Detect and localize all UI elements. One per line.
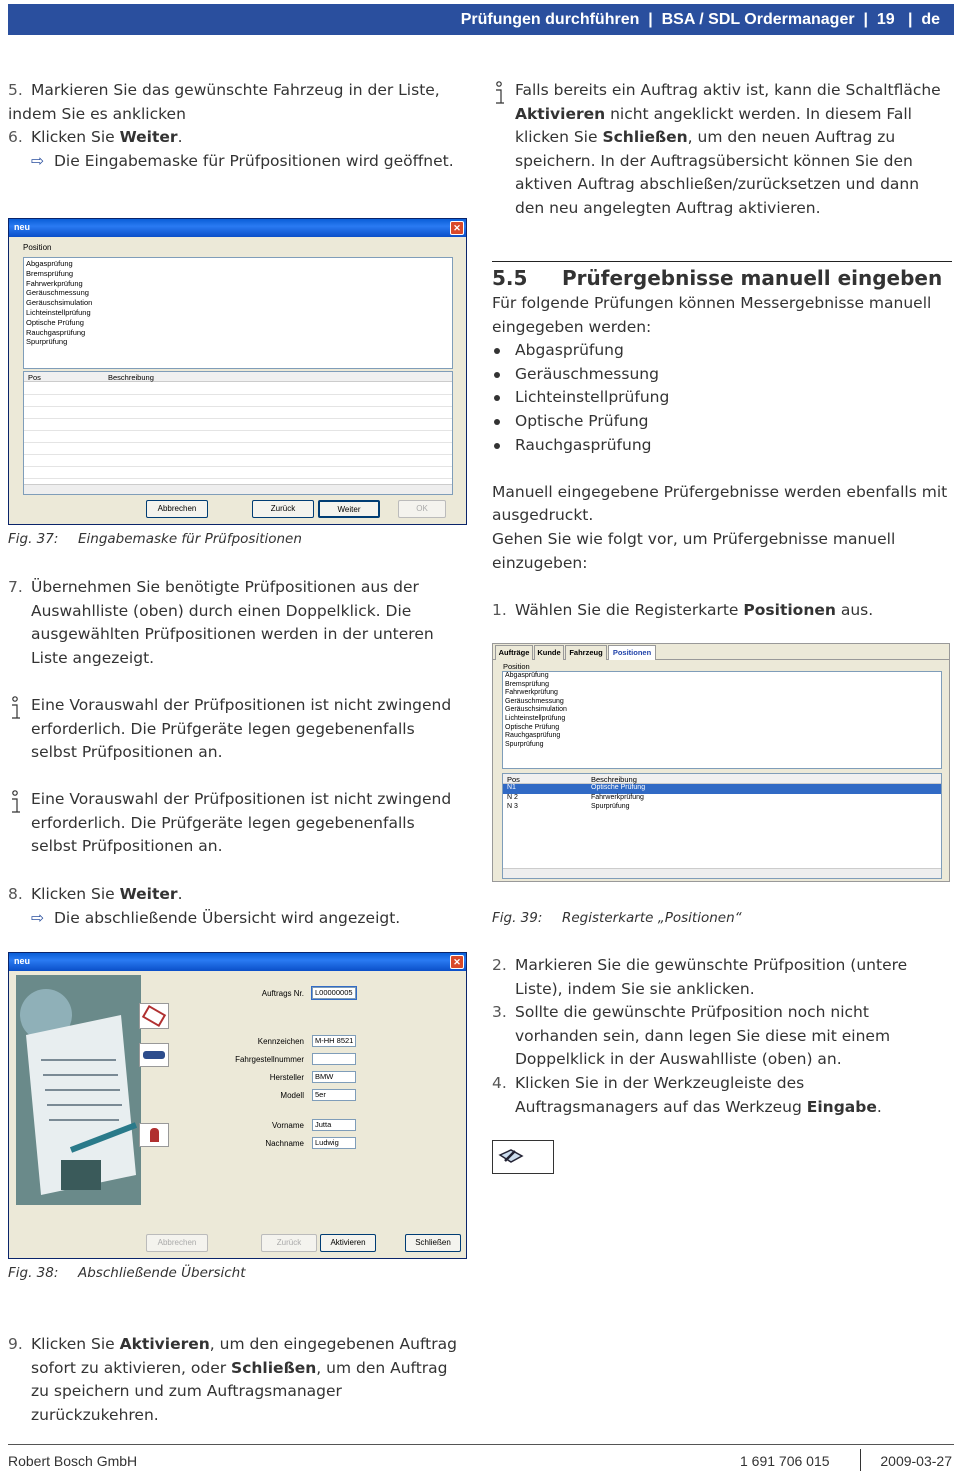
row-pos: N 3	[507, 803, 518, 810]
list-item[interactable]: Geräuschsimulation	[505, 706, 567, 714]
field-value[interactable]	[312, 1053, 356, 1065]
dialog-summary	[8, 952, 467, 1259]
list-item[interactable]: Geräuschmessung	[505, 697, 564, 705]
fig39-caption: Fig. 39: Registerkarte „Positionen“	[492, 910, 742, 926]
field-value[interactable]: L00000005	[312, 987, 356, 999]
dialog-title: neu	[9, 219, 466, 237]
close-icon[interactable]: ✕	[450, 955, 464, 969]
cancel-button[interactable]: Abbrechen	[146, 500, 208, 518]
row-desc: Fahrwerkprüfung	[591, 793, 644, 801]
list-item[interactable]: Optische Prüfung	[26, 317, 84, 327]
tab-2[interactable]: Fahrzeug	[565, 645, 607, 660]
row-desc: Optische Prüfung	[591, 784, 646, 791]
tab-0[interactable]: Aufträge	[495, 645, 533, 660]
fig38-caption: Fig. 38: Abschließende Übersicht	[8, 1265, 246, 1281]
field-value[interactable]: BMW	[312, 1071, 356, 1083]
col-desc: Beschreibung	[108, 373, 154, 382]
list-item[interactable]: Abgasprüfung	[505, 672, 549, 679]
list-item[interactable]: Lichteinstellprüfung	[26, 307, 91, 317]
section-body: Für folgende Prüfungen können Messergebnisse manuell eingegeben werden: Abgasprüfung Geräuschmessung Lichteinstellprüfung Optische Prüfung Rauchgasprüfung Manuell eingegebene Prüfergebnisse werden ebenfalls mit ausgedruckt. Gehen Sie wie folgt vor, um Prüfergebnisse manuell einzugeben: 1. Wählen Sie die Registerkarte Positionen aus.	[492, 292, 950, 622]
field-value[interactable]: Ludwig	[312, 1137, 356, 1149]
list-item[interactable]: Rauchgasprüfung	[26, 327, 86, 337]
info-icon	[492, 81, 508, 107]
tab-1[interactable]: Kunde	[534, 645, 564, 660]
list-item[interactable]: Fahrwerkprüfung	[505, 689, 558, 697]
list-item[interactable]: Lichteinstellprüfung	[505, 714, 566, 722]
selection-list[interactable]	[502, 671, 942, 769]
list-item: Lichteinstellprüfung	[492, 386, 950, 410]
list-item: Rauchgasprüfung	[492, 434, 950, 458]
group-label: Position	[23, 243, 52, 252]
col-pos: Pos	[507, 775, 520, 784]
tab-3[interactable]: Positionen	[608, 645, 656, 660]
input-tool-button[interactable]	[492, 1140, 554, 1174]
result-arrow-icon: ⇨	[31, 151, 44, 170]
activate-button[interactable]: Aktivieren	[320, 1234, 376, 1252]
vehicle-icon	[139, 1043, 169, 1067]
ok-button[interactable]: OK	[398, 500, 446, 518]
row-desc: Spurprüfung	[591, 803, 630, 810]
field-value[interactable]: M-HH 8521	[312, 1035, 356, 1047]
step-8: 8. Klicken Sie Weiter. ⇨ Die abschließende Übersicht wird angezeigt.	[8, 883, 468, 930]
list-item[interactable]: Optische Prüfung	[505, 723, 560, 731]
back-button[interactable]: Zurück	[261, 1234, 317, 1252]
step-5: 5. Markieren Sie das gewünschte Fahrzeug in der Liste, indem Sie es anklicken	[8, 81, 440, 123]
list-item: Optische Prüfung	[492, 410, 950, 434]
list-item[interactable]: Rauchgasprüfung	[505, 732, 561, 740]
close-button[interactable]: Schließen	[405, 1234, 461, 1252]
page-footer: Robert Bosch GmbH 1 691 706 015 2009-03-27	[8, 1444, 954, 1469]
dialog-positions	[8, 218, 467, 525]
list-item[interactable]: Geräuschmessung	[26, 288, 89, 298]
scrollbar[interactable]	[503, 868, 941, 878]
step-7: 7. Übernehmen Sie benötigte Prüfpositionen aus der Auswahlliste (oben) durch einen Doppelklick. Die ausgewählten Prüfpositionen werden in der unteren Liste angezeigt.	[8, 578, 434, 667]
illustration-image	[16, 975, 141, 1205]
selection-list[interactable]	[23, 257, 453, 369]
scrollbar[interactable]	[24, 484, 452, 494]
list-item[interactable]: Bremsprüfung	[505, 680, 549, 688]
edit-tool-icon	[497, 1145, 527, 1169]
list-item[interactable]: Fahrwerkprüfung	[26, 278, 83, 288]
page-header: Prüfungen durchführen | BSA / SDL Ordermanager | 19 | de	[8, 4, 954, 35]
dialog-title: neu	[9, 953, 466, 971]
step-6: 6. Klicken Sie Weiter.	[8, 128, 183, 147]
field-label: Kennzeichen	[257, 1037, 304, 1046]
field-label: Modell	[280, 1091, 304, 1100]
position-table[interactable]	[23, 371, 453, 495]
row-pos: N1	[507, 784, 516, 791]
list-item: Geräuschmessung	[492, 363, 950, 387]
list-item[interactable]: Bremsprüfung	[26, 268, 74, 278]
result-arrow-icon: ⇨	[31, 908, 44, 927]
list-item: Abgasprüfung	[492, 339, 950, 363]
list-item[interactable]: Spurprüfung	[505, 740, 544, 748]
section-heading: 5.5 Prüfergebnisse manuell eingeben	[492, 261, 952, 290]
steps-2-4: 2. Markieren Sie die gewünschte Prüfposition (untere Liste), indem Sie sie anklicken. 3. Sollte die gewünschte Prüfposition noch nicht vorhanden sein, dann legen Sie diese mit einem Doppelklick in der Auswahlliste (oben) an. 4. Klicken Sie in der Werkzeugleiste des Auftragsmanagers auf das Werkzeug Eingabe.	[492, 956, 908, 1116]
list-item[interactable]: Abgasprüfung	[26, 259, 73, 268]
fig37-caption: Fig. 37: Eingabemaske für Prüfpositionen	[8, 531, 302, 547]
group-label: Position	[503, 662, 530, 671]
info-icon	[8, 790, 24, 816]
step-6-result: ⇨ Die Eingabemaske für Prüfpositionen wird geöffnet.	[8, 150, 468, 174]
cancel-button[interactable]: Abbrechen	[146, 1234, 208, 1252]
info-icon	[8, 696, 24, 722]
row-pos: N 2	[507, 793, 518, 801]
field-label: Vorname	[271, 1121, 304, 1130]
list-item[interactable]: Spurprüfung	[26, 337, 68, 347]
field-value[interactable]: Jutta	[312, 1119, 356, 1131]
order-icon	[139, 1003, 169, 1029]
close-icon[interactable]: ✕	[450, 221, 464, 235]
col-pos: Pos	[28, 373, 41, 382]
table-row[interactable]	[503, 803, 941, 813]
field-label: Fahrgestellnummer	[235, 1055, 304, 1064]
table-row[interactable]	[503, 794, 941, 804]
field-value[interactable]: 5er	[312, 1089, 356, 1101]
customer-icon	[139, 1123, 169, 1147]
position-table[interactable]	[502, 773, 942, 879]
field-label: Nachname	[265, 1139, 304, 1148]
list-item[interactable]: Geräuschsimulation	[26, 298, 93, 308]
back-button[interactable]: Zurück	[252, 500, 314, 518]
table-row[interactable]	[503, 784, 941, 794]
field-label: Auftrags Nr.	[261, 989, 304, 998]
step-1: 1. Wählen Sie die Registerkarte Positionen aus.	[492, 600, 874, 619]
positions-tab-panel	[492, 643, 950, 882]
steps-5-6	[8, 79, 468, 173]
col-desc: Beschreibung	[591, 775, 637, 784]
next-button[interactable]: Weiter	[318, 500, 380, 518]
field-label: Hersteller	[269, 1073, 304, 1082]
step-9: 9. Klicken Sie Aktivieren, um den eingegebenen Auftrag sofort zu aktivieren, oder Schließen, um den Auftrag zu speichern und zum Auftragsmanager zurückzukehren.	[8, 1335, 457, 1424]
